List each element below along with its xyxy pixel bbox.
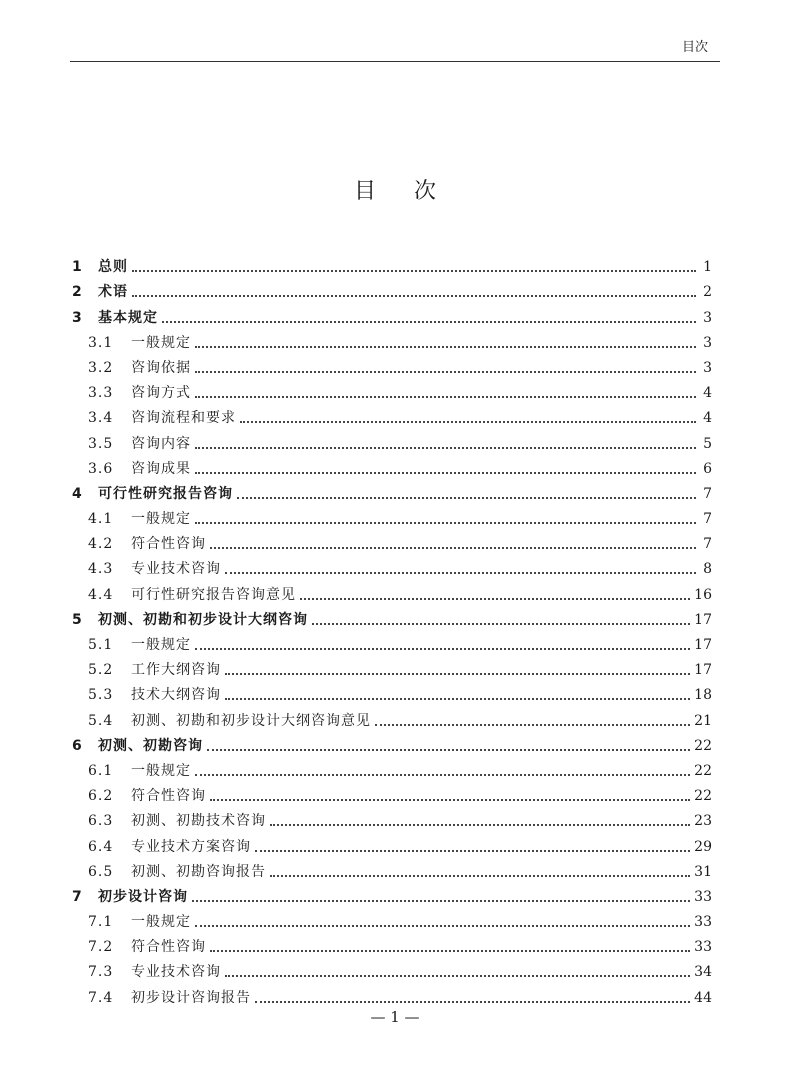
toc-entry-title: 初测、初勘和初步设计大纲咨询	[98, 611, 308, 628]
toc-entry-title: 咨询成果	[131, 460, 191, 477]
toc-entry-number: 6.4	[88, 838, 114, 855]
toc-entry-title: 一般规定	[131, 511, 191, 528]
toc-entry-number: 4	[72, 485, 82, 502]
dot-leader	[195, 925, 690, 927]
toc-entry[interactable]	[72, 830, 712, 855]
toc-entry[interactable]	[72, 906, 712, 931]
toc-entry-title: 符合性咨询	[131, 939, 206, 956]
toc-entry-title: 技术大纲咨询	[131, 687, 221, 704]
toc-entry-page: 7	[703, 511, 712, 528]
toc-title: 目次	[353, 179, 474, 204]
toc-entry[interactable]	[72, 377, 712, 402]
dot-leader	[195, 472, 696, 474]
toc-entry[interactable]	[72, 528, 712, 553]
toc-entry-page: 3	[703, 359, 712, 376]
toc-entry-number: 4.1	[88, 511, 114, 528]
toc-entry-title: 一般规定	[131, 914, 191, 931]
toc-entry-page: 8	[703, 561, 712, 578]
toc-entry[interactable]	[72, 251, 712, 276]
dot-leader	[195, 396, 696, 398]
toc-entry-page: 4	[703, 385, 712, 402]
dot-leader	[132, 295, 696, 297]
toc-entry[interactable]	[72, 427, 712, 452]
toc-entry-title: 咨询方式	[131, 385, 191, 402]
toc-entry[interactable]	[72, 478, 712, 503]
toc-entry[interactable]	[72, 856, 712, 881]
toc-entry-title: 一般规定	[131, 637, 191, 653]
toc-entry-number: 4.3	[88, 561, 114, 578]
toc-entry[interactable]	[72, 679, 712, 704]
toc-entry-page: 7	[703, 485, 712, 502]
toc-entry-title: 初步设计咨询	[98, 888, 188, 905]
dot-leader	[225, 698, 690, 700]
dot-leader	[312, 623, 690, 625]
toc-entry-page: 33	[694, 914, 712, 931]
toc-entry-title: 初测、初勘和初步设计大纲咨询意见	[131, 712, 371, 729]
toc-entry[interactable]	[72, 578, 712, 603]
toc-entry[interactable]	[72, 553, 712, 578]
toc-entry-title: 咨询流程和要求	[131, 410, 236, 427]
toc-entry-number: 7.3	[88, 964, 114, 981]
toc-entry-title: 可行性研究报告咨询	[98, 485, 233, 502]
toc-entry[interactable]	[72, 805, 712, 830]
dot-leader	[300, 598, 690, 600]
toc-entry-title: 术语	[98, 284, 128, 301]
toc-entry-page: 2	[703, 284, 712, 301]
toc-entry-number: 7.2	[88, 939, 114, 956]
toc-entry-number: 3.3	[88, 385, 114, 402]
toc-entry-page: 16	[694, 586, 712, 603]
toc-entry-number: 5.1	[88, 637, 114, 653]
toc-entry-page: 44	[694, 989, 712, 1006]
toc-entry-page: 22	[694, 788, 712, 805]
toc-entry-page: 17	[694, 637, 712, 653]
toc-entry-page: 5	[703, 435, 712, 452]
toc-entry-title: 基本规定	[98, 309, 158, 326]
dot-leader	[195, 774, 690, 776]
toc-entry[interactable]	[72, 981, 712, 1006]
toc-entry[interactable]	[72, 301, 712, 326]
dot-leader	[255, 1001, 690, 1003]
toc-entry-title: 咨询依据	[131, 359, 191, 376]
toc-entry-title: 一般规定	[131, 762, 191, 779]
toc-entry-page: 18	[694, 687, 712, 704]
toc-entry-number: 6.5	[88, 863, 114, 880]
toc-entry-page: 33	[694, 888, 712, 905]
toc-entry-number: 6	[72, 737, 82, 754]
toc-entry-number: 5.2	[88, 662, 114, 679]
dot-leader	[270, 875, 690, 877]
header-rule	[70, 61, 720, 62]
toc-entry-number: 6.2	[88, 788, 114, 805]
toc-entry-page: 4	[703, 410, 712, 427]
toc-entry[interactable]	[72, 352, 712, 377]
dot-leader	[195, 648, 690, 650]
dot-leader	[255, 850, 690, 852]
dot-leader	[162, 321, 696, 323]
toc-entry[interactable]	[72, 503, 712, 528]
toc-entry-page: 17	[694, 662, 712, 679]
page-number: — 1 —	[370, 1008, 420, 1026]
toc-entry[interactable]	[72, 654, 712, 679]
toc-entry-title: 初测、初勘咨询	[98, 737, 203, 754]
toc-entry-page: 6	[703, 460, 712, 477]
toc-entry[interactable]	[72, 780, 712, 805]
toc-entry-title: 初步设计咨询报告	[131, 989, 251, 1006]
toc-entry-number: 3	[72, 309, 82, 326]
dot-leader	[225, 572, 696, 574]
toc-entry-page: 1	[703, 259, 712, 276]
dot-leader	[195, 447, 696, 449]
dot-leader	[225, 975, 690, 977]
toc-entry-title: 一般规定	[131, 334, 191, 351]
toc-entry-title: 咨询内容	[131, 435, 191, 452]
dot-leader	[210, 950, 690, 952]
toc-entry[interactable]	[72, 755, 712, 780]
table-of-contents	[72, 251, 712, 1007]
dot-leader	[195, 346, 696, 348]
dot-leader	[132, 270, 696, 272]
toc-entry-title: 可行性研究报告咨询意见	[131, 586, 296, 603]
toc-entry-number: 5.4	[88, 712, 114, 729]
toc-entry[interactable]	[72, 327, 712, 352]
toc-entry-number: 1	[72, 259, 82, 276]
toc-entry-number: 5.3	[88, 687, 114, 704]
toc-entry-title: 初测、初勘技术咨询	[131, 813, 266, 830]
dot-leader	[375, 724, 690, 726]
dot-leader	[270, 824, 690, 826]
toc-entry-title: 初测、初勘咨询报告	[131, 863, 266, 880]
toc-entry-page: 23	[694, 813, 712, 830]
dot-leader	[210, 799, 690, 801]
toc-entry-number: 7.4	[88, 989, 114, 1006]
toc-entry[interactable]	[72, 881, 712, 906]
dot-leader	[192, 900, 690, 902]
toc-entry-number: 7.1	[88, 914, 114, 931]
toc-entry-number: 5	[72, 611, 82, 628]
dot-leader	[195, 522, 696, 524]
toc-entry[interactable]	[72, 629, 712, 654]
dot-leader	[195, 371, 696, 373]
toc-entry-title: 工作大纲咨询	[131, 662, 221, 679]
toc-entry-title: 专业技术方案咨询	[131, 838, 251, 855]
toc-entry-page: 29	[694, 838, 712, 855]
toc-entry-title: 符合性咨询	[131, 536, 206, 553]
toc-entry-number: 6.3	[88, 813, 114, 830]
toc-entry-title: 符合性咨询	[131, 788, 206, 805]
toc-entry-page: 22	[694, 762, 712, 779]
toc-entry-page: 7	[703, 536, 712, 553]
toc-entry-page: 31	[694, 863, 712, 880]
toc-entry-number: 4.4	[88, 586, 114, 603]
dot-leader	[237, 497, 696, 499]
toc-entry-title: 专业技术咨询	[131, 964, 221, 981]
dot-leader	[207, 749, 690, 751]
toc-entry-number: 6.1	[88, 762, 114, 779]
toc-entry-page: 3	[703, 309, 712, 326]
toc-entry[interactable]	[72, 730, 712, 755]
running-header: 目次	[681, 40, 708, 55]
toc-entry-page: 17	[694, 611, 712, 628]
toc-entry[interactable]	[72, 402, 712, 427]
toc-entry-number: 7	[72, 888, 82, 905]
toc-entry-number: 3.6	[88, 460, 114, 477]
toc-entry-number: 3.2	[88, 359, 114, 376]
toc-entry-title: 总则	[98, 259, 128, 276]
toc-entry[interactable]	[72, 931, 712, 956]
toc-entry-number: 3.1	[88, 334, 114, 351]
toc-entry[interactable]	[72, 453, 712, 478]
toc-entry[interactable]	[72, 704, 712, 729]
toc-entry[interactable]	[72, 956, 712, 981]
toc-entry-number: 3.4	[88, 410, 114, 427]
toc-entry-page: 33	[694, 939, 712, 956]
dot-leader	[225, 673, 690, 675]
toc-entry[interactable]	[72, 604, 712, 629]
toc-entry-number: 4.2	[88, 536, 114, 553]
toc-entry-title: 专业技术咨询	[131, 561, 221, 578]
toc-entry-page: 3	[703, 334, 712, 351]
toc-entry[interactable]	[72, 276, 712, 301]
dot-leader	[210, 547, 696, 549]
toc-entry-page: 34	[694, 964, 712, 981]
toc-entry-number: 2	[72, 284, 82, 301]
toc-entry-page: 21	[694, 712, 712, 729]
toc-entry-page: 22	[694, 737, 712, 754]
dot-leader	[240, 421, 696, 423]
toc-entry-number: 3.5	[88, 435, 114, 452]
